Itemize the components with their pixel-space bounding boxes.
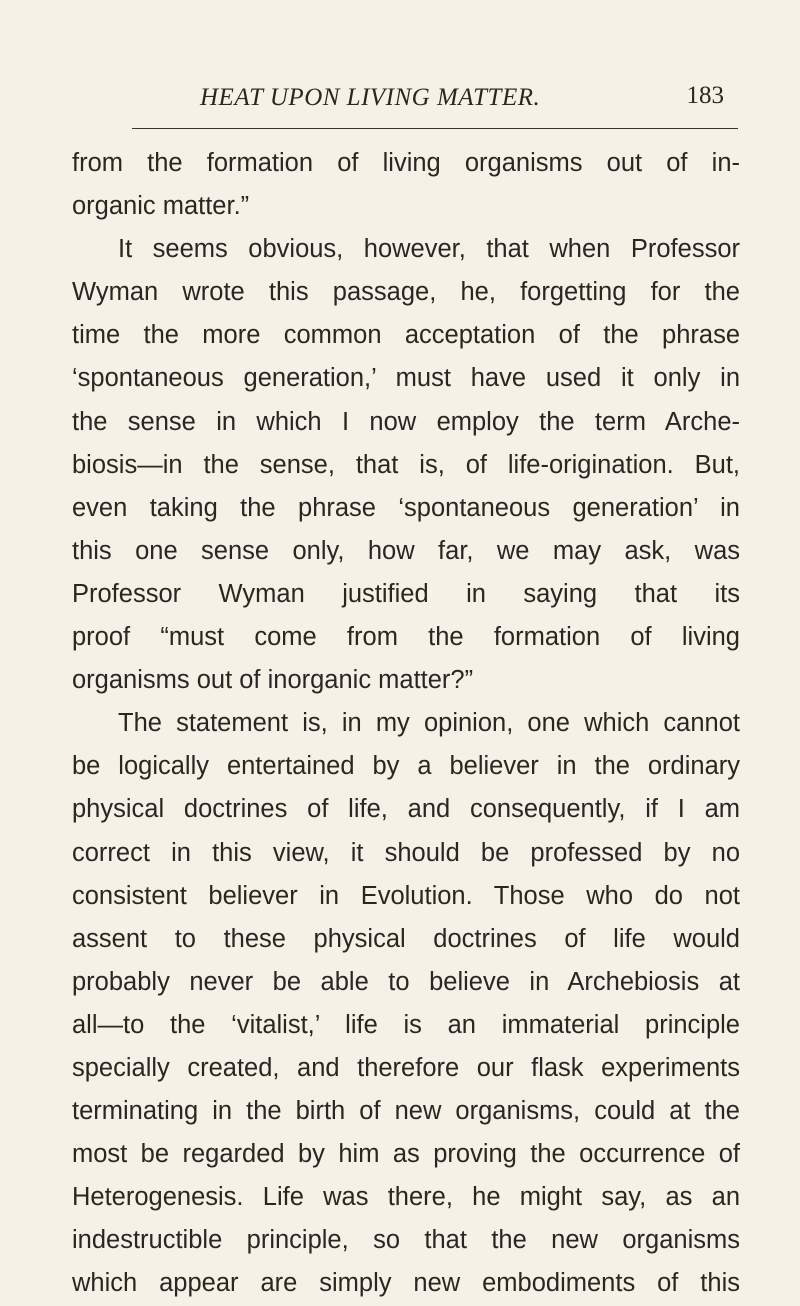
header-rule: [132, 128, 738, 129]
text-line: indestructible principle, so that the new organisms: [72, 1226, 740, 1255]
text-line: ‘spontaneous generation,’ must have used it only in: [72, 364, 740, 393]
text-line: physical doctrines of life, and consequently, if I am: [72, 795, 740, 824]
text-line: correct in this view, it should be professed by no: [72, 838, 740, 867]
body-text: [72, 142, 740, 1306]
text-line: organic matter.”: [72, 192, 250, 221]
text-line: proof “must come from the formation of living: [72, 623, 740, 652]
text-line: It seems obvious, however, that when Professor: [118, 235, 740, 264]
text-line: The statement is, in my opinion, one which cannot: [118, 709, 740, 738]
running-head: [72, 76, 740, 116]
text-line: this one sense only, how far, we may ask, was: [72, 536, 740, 565]
text-line: most be regarded by him as proving the occurrence of: [72, 1140, 740, 1169]
text-line: Heterogenesis. Life was there, he might say, as an: [72, 1183, 740, 1212]
text-line: which appear are simply new embodiments of this: [72, 1269, 740, 1298]
text-line: time the more common acceptation of the phrase: [72, 321, 740, 350]
page-number: 183: [686, 82, 724, 109]
text-line: all—to the ‘vitalist,’ life is an immaterial principle: [72, 1010, 740, 1039]
text-line: the sense in which I now employ the term Arche-: [72, 407, 740, 436]
text-line: even taking the phrase ‘spontaneous generation’ in: [72, 493, 740, 522]
running-title: HEAT UPON LIVING MATTER.: [200, 84, 541, 111]
text-line: consistent believer in Evolution. Those who do not: [72, 881, 740, 910]
text-line: organisms out of inorganic matter?”: [72, 666, 474, 695]
text-line: terminating in the birth of new organisms, could at the: [72, 1097, 740, 1126]
text-line: Wyman wrote this passage, he, forgetting for the: [72, 278, 740, 307]
text-line: biosis—in the sense, that is, of life-origination. But,: [72, 450, 740, 479]
text-line: probably never be able to believe in Archebiosis at: [72, 967, 740, 996]
text-line: specially created, and therefore our flask experiments: [72, 1053, 740, 1082]
text-line: assent to these physical doctrines of life would: [72, 924, 740, 953]
text-line: from the formation of living organisms out of in-: [72, 149, 740, 177]
text-line: Professor Wyman justified in saying that its: [72, 579, 740, 608]
text-line: be logically entertained by a believer in the ordinary: [72, 752, 740, 781]
